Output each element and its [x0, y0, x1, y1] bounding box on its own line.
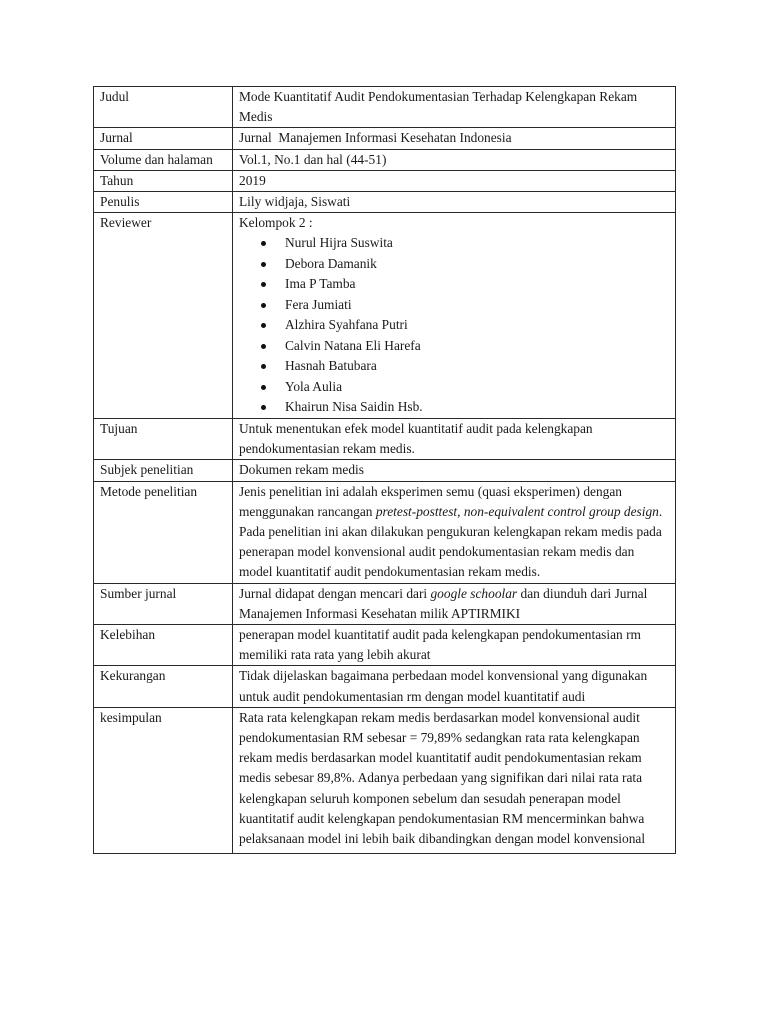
row-subjek: [94, 460, 676, 481]
value-tujuan: Untuk menentukan efek model kuantitatif audit pada kelengkapan pendokumentasian rekam medis.: [233, 418, 676, 459]
row-sumber: [94, 583, 676, 624]
list-item: Khairun Nisa Saidin Hsb.: [285, 397, 669, 418]
label-judul: Judul: [94, 87, 233, 128]
value-subjek: Dokumen rekam medis: [233, 460, 676, 481]
row-tahun: [94, 170, 676, 191]
row-jurnal: [94, 128, 676, 149]
label-subjek: Subjek penelitian: [94, 460, 233, 481]
list-item: Yola Aulia: [285, 377, 669, 398]
row-volume: [94, 149, 676, 170]
document-page: [93, 86, 676, 854]
value-kesimpulan: Rata rata kelengkapan rekam medis berdasarkan model konvensional audit pendokumentasian RM sebesar = 79,89% sedangkan rata rata kelengkapan rekam medis berdasarkan model kuantitatif audit pendokumentasian rekam medis sebesar 89,8%. Adanya perbedaan yang signifikan dari nilai rata rata kelengkapan seluruh komponen sebelum dan sesudah penerapan model kuantitatif audit kelengkapan pendokumentasian RM mencerminkan bahwa pelaksanaan model ini lebih baik dibandingkan dengan model konvensional: [233, 707, 676, 853]
list-item: Hasnah Batubara: [285, 356, 669, 377]
row-kesimpulan: [94, 707, 676, 853]
value-jurnal: Jurnal Manajemen Informasi Kesehatan Indonesia: [233, 128, 676, 149]
value-metode: [233, 481, 676, 583]
row-kekurangan: [94, 666, 676, 707]
reviewer-group: Kelompok 2 :: [239, 215, 313, 231]
metode-design-italic: pretest-posttest, non-equivalent control group design: [375, 503, 659, 519]
list-item: Nurul Hijra Suswita: [285, 233, 669, 254]
value-reviewer: [233, 213, 676, 419]
label-kesimpulan: kesimpulan: [94, 707, 233, 853]
value-tahun: 2019: [233, 170, 676, 191]
label-metode: Metode penelitian: [94, 481, 233, 583]
value-volume: Vol.1, No.1 dan hal (44-51): [233, 149, 676, 170]
label-reviewer: Reviewer: [94, 213, 233, 419]
value-kekurangan: Tidak dijelaskan bagaimana perbedaan model konvensional yang digunakan untuk audit pendokumentasian rm dengan model kuantitatif audi: [233, 666, 676, 707]
row-tujuan: [94, 418, 676, 459]
metode-text-2: . Pada penelitian ini akan dilakukan pengukuran kelengkapan rekam medis pada penerapan model konvensional audit pendokumentasian rekam medis dan model kuantitatif audit pendokumentasian rekam medis.: [239, 503, 663, 580]
row-judul: [94, 87, 676, 128]
metode-text-1: Jenis penelitian ini adalah eksperimen semu (quasi eksperimen) dengan menggunakan rancangan: [239, 483, 622, 519]
label-penulis: Penulis: [94, 192, 233, 213]
sumber-source-italic: google schoolar: [430, 585, 518, 601]
list-item: Ima P Tamba: [285, 274, 669, 295]
sumber-text-2: dan diunduh dari Jurnal Manajemen Informasi Kesehatan milik APTIRMIKI: [239, 585, 648, 621]
label-tahun: Tahun: [94, 170, 233, 191]
list-item: Debora Damanik: [285, 254, 669, 275]
label-tujuan: Tujuan: [94, 418, 233, 459]
sumber-text-1: Jurnal didapat dengan mencari dari: [239, 585, 431, 601]
reviewer-member-list: [239, 233, 669, 418]
row-reviewer: [94, 213, 676, 419]
value-judul: Mode Kuantitatif Audit Pendokumentasian Terhadap Kelengkapan Rekam Medis: [233, 87, 676, 128]
label-jurnal: Jurnal: [94, 128, 233, 149]
value-sumber: [233, 583, 676, 624]
label-kekurangan: Kekurangan: [94, 666, 233, 707]
row-kelebihan: [94, 624, 676, 665]
list-item: Calvin Natana Eli Harefa: [285, 336, 669, 357]
list-item: Alzhira Syahfana Putri: [285, 315, 669, 336]
journal-review-table: [93, 86, 676, 854]
row-metode: [94, 481, 676, 583]
label-volume: Volume dan halaman: [94, 149, 233, 170]
list-item: Fera Jumiati: [285, 295, 669, 316]
label-kelebihan: Kelebihan: [94, 624, 233, 665]
label-sumber: Sumber jurnal: [94, 583, 233, 624]
value-kelebihan: penerapan model kuantitatif audit pada kelengkapan pendokumentasian rm memiliki rata rata yang lebih akurat: [233, 624, 676, 665]
row-penulis: [94, 192, 676, 213]
value-penulis: Lily widjaja, Siswati: [233, 192, 676, 213]
